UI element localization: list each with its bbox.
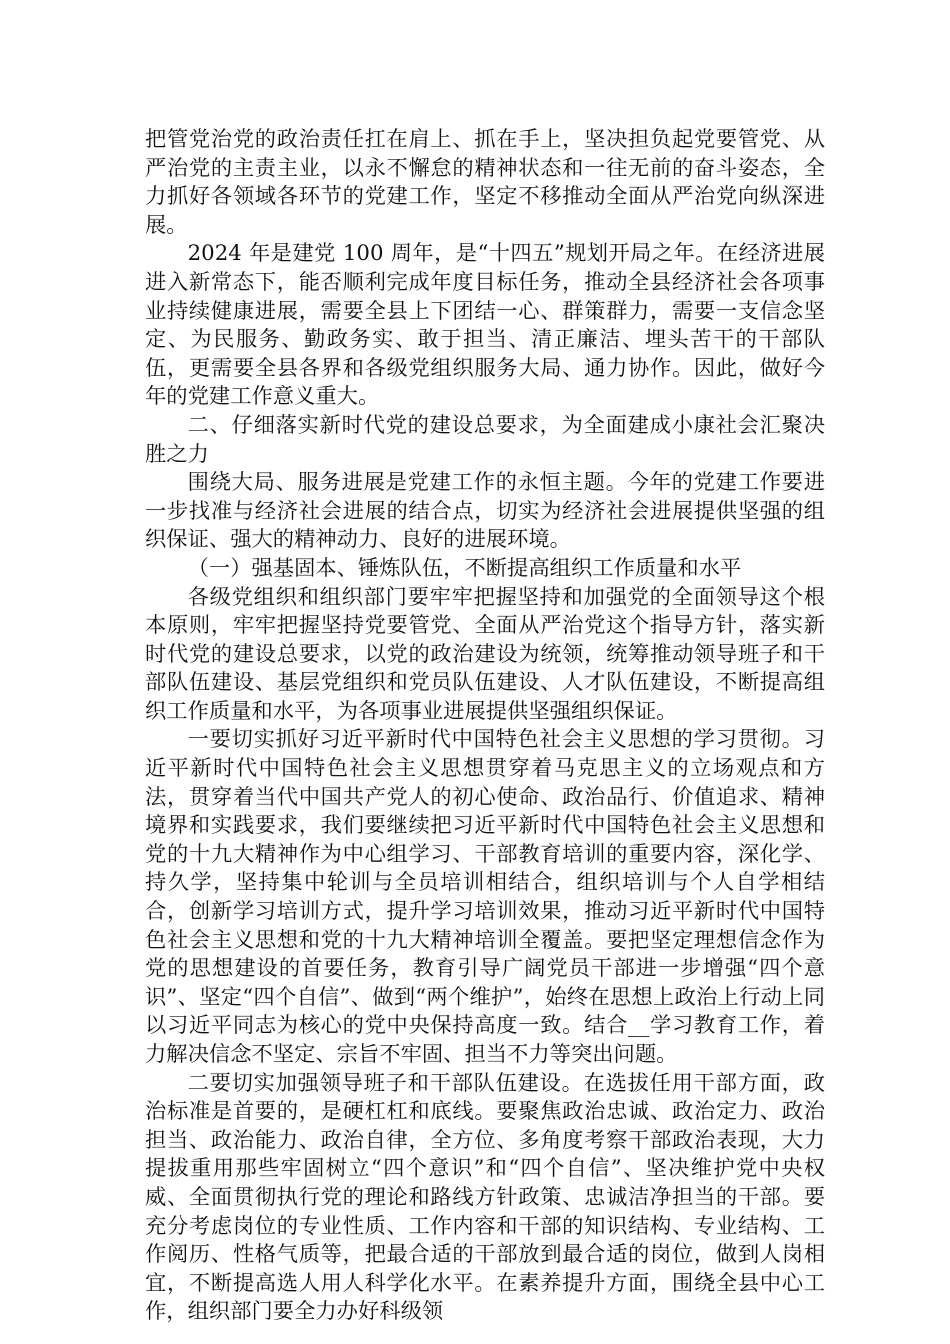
body-paragraph: 2024 年是建党 100 周年，是“十四五”规划开局之年。在经济进展进入新常态下，能否顺利完成年度目标任务，推动全县经济社会各项事业持续健康进展，需要全县上下团结一心、群策群力，需要一支信念坚定、为民服务、勤政务实、敢于担当、清正廉洁、埋头苦干的干部队伍，更需要全县各界和各级党组织服务大局、通力协作。因此，做好今年的党建工作意义重大。 [145, 241, 825, 410]
body-paragraph: 各级党组织和组织部门要牢牢把握坚持和加强党的全面领导这个根本原则，牢牢把握坚持党要管党、全面从严治党这个指导方针，落实新时代党的建设总要求，以党的政治建设为统领，统筹推动领导班子和干部队伍建设、基层党组织和党员队伍建设、人才队伍建设，不断提高组织工作质量和水平，为各项事业进展提供坚强组织保证。 [145, 584, 825, 724]
body-paragraph: 围绕大局、服务进展是党建工作的永恒主题。今年的党建工作要进一步找准与经济社会进展的结合点，切实为经济社会进展提供坚强的组织保证、强大的精神动力、良好的进展环境。 [145, 470, 825, 553]
document-page [145, 126, 825, 1327]
section-heading: 二、仔细落实新时代党的建设总要求，为全面建成小康社会汇聚决胜之力 [145, 412, 825, 467]
subsection-heading: （一）强基固本、锤炼队伍，不断提高组织工作质量和水平 [187, 555, 742, 581]
body-paragraph: 一要切实抓好习近平新时代中国特色社会主义思想的学习贯彻。习近平新时代中国特色社会主义思想贯穿着马克思主义的立场观点和方法，贯穿着当代中国共产党人的初心使命、政治品行、价值追求、精神境界和实践要求，我们要继续把习近平新时代中国特色社会主义思想和党的十九大精神作为中心组学习、干部教育培训的重要内容，深化学、持久学，坚持集中轮训与全员培训相结合，组织培训与个人自学相结合，创新学习培训方式，提升学习培训效果，推动习近平新时代中国特色社会主义思想和党的十九大精神培训全覆盖。要把坚定理想信念作为党的思想建设的首要任务，教育引导广阔党员干部进一步增强“四个意识”、坚定“四个自信”、做到“两个维护”，始终在思想上政治上行动上同以习近平同志为核心的党中央保持高度一致。结合__学习教育工作，着力解决信念不坚定、宗旨不牢固、担当不力等突出问题。 [145, 727, 825, 1067]
body-paragraph: 二要切实加强领导班子和干部队伍建设。在选拔任用干部方面，政治标准是首要的，是硬杠杠和底线。要聚焦政治忠诚、政治定力、政治担当、政治能力、政治自律，全方位、多角度考察干部政治表现，大力提拔重用那些牢固树立“四个意识”和“四个自信”、坚决维护党中央权威、全面贯彻执行党的理论和路线方针政策、忠诚洁净担当的干部。要充分考虑岗位的专业性质、工作内容和干部的知识结构、专业结构、工作阅历、性格气质等，把最合适的干部放到最合适的岗位，做到人岗相宜，不断提高选人用人科学化水平。在素养提升方面，围绕全县中心工作，组织部门要全力办好科级领 [145, 1070, 825, 1325]
body-paragraph: 把管党治党的政治责任扛在肩上、抓在手上，坚决担负起党要管党、从严治党的主责主业，以永不懈怠的精神状态和一往无前的奋斗姿态，全力抓好各领域各环节的党建工作，坚定不移推动全面从严治党向纵深进展。 [145, 127, 825, 238]
